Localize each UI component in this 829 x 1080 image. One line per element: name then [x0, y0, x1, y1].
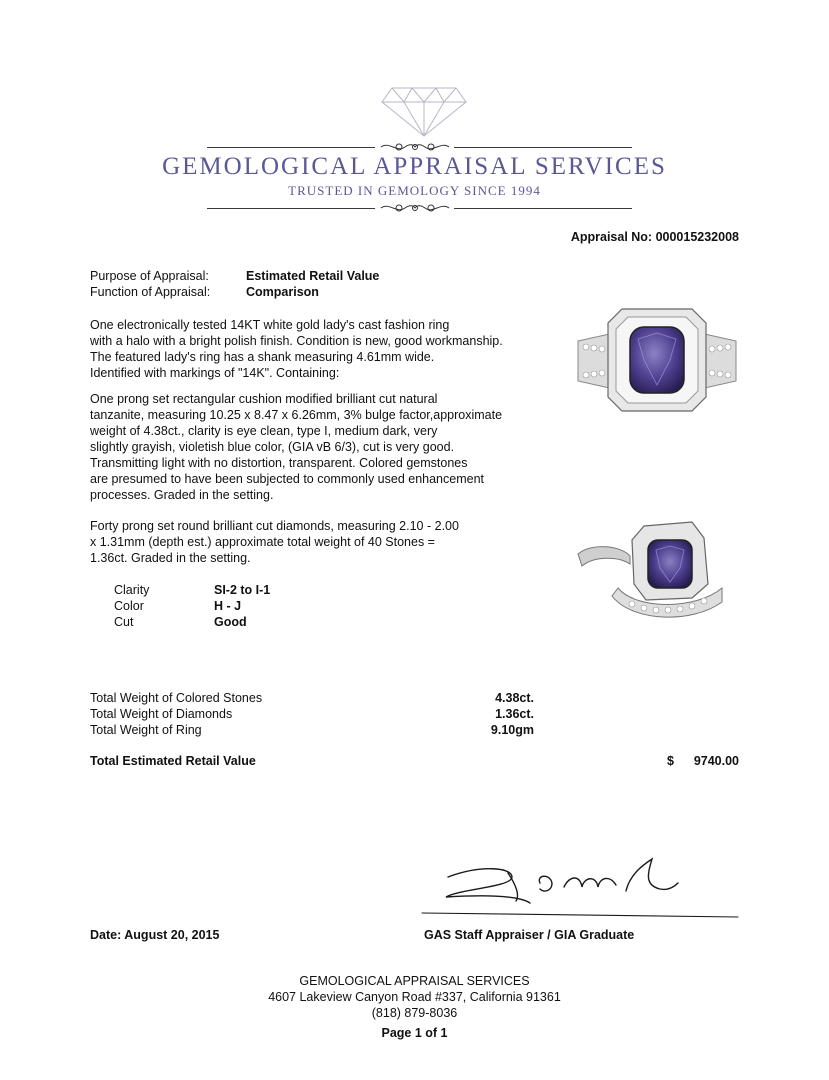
footer-address: 4607 Lakeview Canyon Road #337, California 91361 [268, 990, 561, 1004]
footer-company: GEMOLOGICAL APPRAISAL SERVICES [299, 974, 530, 988]
retail-value-amount: 9740.00 [693, 754, 739, 768]
total-ring-label: Total Weight of Ring [90, 723, 202, 737]
page-number: Page 1 of 1 [381, 1026, 448, 1040]
flourish-ornament-bottom-icon [379, 200, 451, 216]
diamonds-line: x 1.31mm (depth est.) approximate total weight of 40 Stones = [90, 535, 435, 549]
ring-line: with a halo with a bright polish finish. Condition is new, good workmanship. [90, 334, 503, 348]
header-rule-top [207, 147, 375, 148]
header-rule-bottom-right [454, 208, 632, 209]
diamonds-line: Forty prong set round brilliant cut diamonds, measuring 2.10 - 2.00 [90, 519, 459, 533]
appraisal-date: Date: August 20, 2015 [90, 928, 220, 942]
footer-phone: (818) 879-8036 [371, 1006, 458, 1020]
ring-line: Identified with markings of "14K". Containing: [90, 366, 340, 380]
total-diamonds-label: Total Weight of Diamonds [90, 707, 233, 721]
grade-clarity-label: Clarity [114, 583, 150, 597]
tanzanite-line: weight of 4.38ct., clarity is eye clean, type I, medium dark, very [90, 424, 438, 438]
tanzanite-line: are presumed to have been subjected to commonly used enhancement [90, 472, 484, 486]
total-colored-label: Total Weight of Colored Stones [90, 691, 263, 705]
tanzanite-line: tanzanite, measuring 10.25 x 8.47 x 6.26mm, 3% bulge factor,approximate [90, 408, 503, 422]
total-colored-value: 4.38ct. [495, 691, 534, 705]
diamonds-line: 1.36ct. Graded in the setting. [90, 551, 251, 565]
ring-line: One electronically tested 14KT white gold lady's cast fashion ring [90, 318, 450, 332]
diamonds-description [90, 518, 560, 566]
total-diamonds-value: 1.36ct. [495, 707, 534, 721]
tanzanite-line: slightly grayish, violetish blue color, (GIA vB 6/3), cut is very good. [90, 440, 455, 454]
ring-top-view-image [574, 303, 740, 417]
company-tagline: TRUSTED IN GEMOLOGY SINCE 1994 [288, 183, 541, 198]
appraisal-number: Appraisal No: 000015232008 [570, 230, 739, 244]
ring-side-view-image [572, 518, 734, 626]
tanzanite-line: One prong set rectangular cushion modified brilliant cut natural [90, 392, 438, 406]
grade-color-value: H - J [214, 599, 242, 613]
appraiser-title: GAS Staff Appraiser / GIA Graduate [424, 928, 635, 942]
grade-color-label: Color [114, 599, 144, 613]
function-value: Comparison [246, 285, 319, 299]
company-name: GEMOLOGICAL APPRAISAL SERVICES [162, 153, 667, 180]
purpose-label: Purpose of Appraisal: [90, 269, 209, 283]
ring-description [90, 317, 560, 381]
retail-value-label: Total Estimated Retail Value [90, 754, 256, 768]
grade-cut-value: Good [214, 615, 247, 629]
header-rule-bottom [207, 208, 375, 209]
function-label: Function of Appraisal: [90, 285, 211, 299]
purpose-value: Estimated Retail Value [246, 269, 380, 283]
retail-value-currency: $ [667, 754, 674, 768]
tanzanite-line: processes. Graded in the setting. [90, 488, 274, 502]
total-ring-value: 9.10gm [490, 723, 534, 737]
grade-cut-label: Cut [114, 615, 134, 629]
header-rule-top-right [454, 147, 632, 148]
tanzanite-line: Transmitting light with no distortion, transparent. Colored gemstones [90, 456, 468, 470]
appraiser-signature [420, 855, 742, 921]
diamond-logo-icon [380, 86, 468, 138]
grade-clarity-value: SI-2 to I-1 [214, 583, 271, 597]
ring-line: The featured lady's ring has a shank measuring 4.61mm wide. [90, 350, 435, 364]
tanzanite-description [90, 391, 560, 503]
